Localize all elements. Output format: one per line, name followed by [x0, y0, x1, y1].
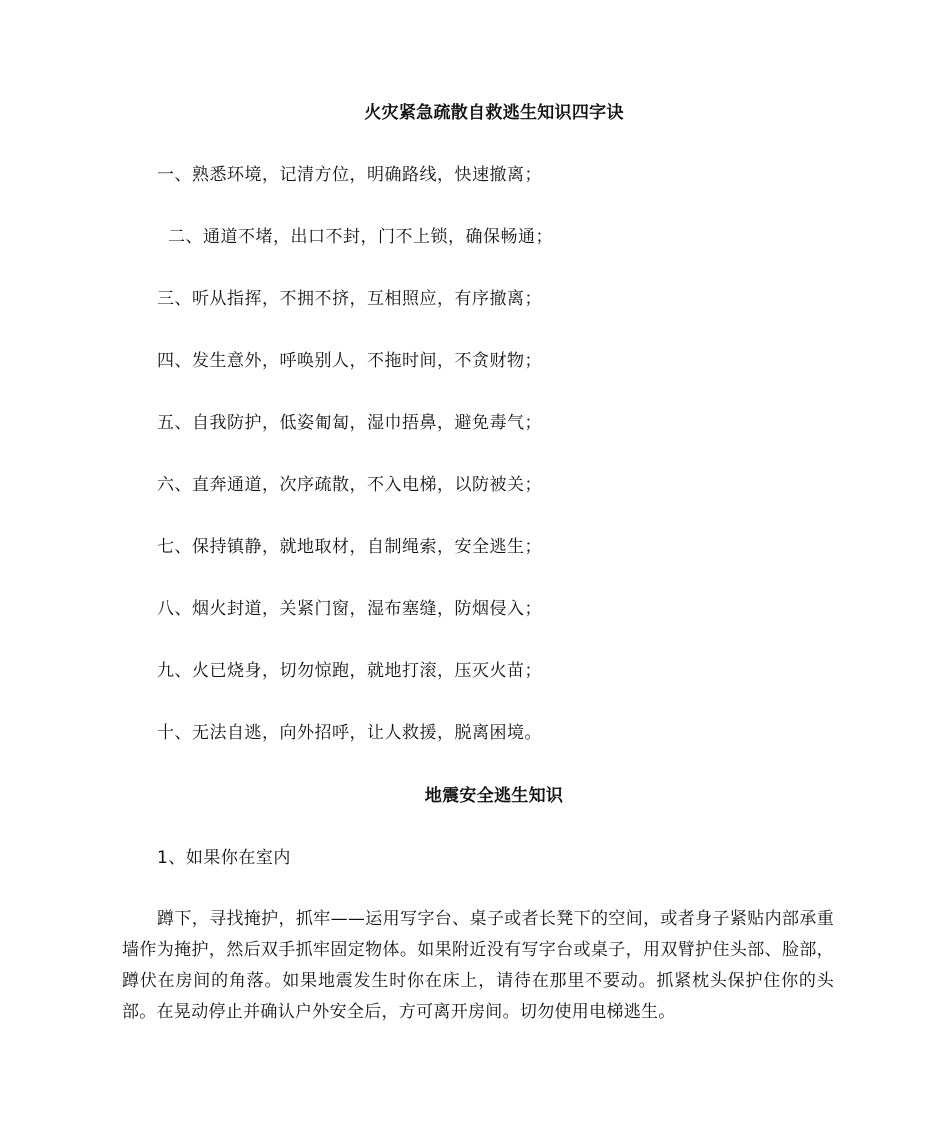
fire-rule-3: 三、听从指挥，不拥不挤，互相照应，有序撤离； — [157, 289, 542, 309]
fire-rule-5: 五、自我防护，低姿匍匐，湿巾捂鼻，避免毒气； — [157, 413, 542, 433]
fire-rule-7: 七、保持镇静，就地取材，自制绳索，安全逃生； — [157, 537, 542, 557]
fire-rule-9: 九、火已烧身，切勿惊跑，就地打滚，压灭火苗； — [157, 661, 542, 681]
fire-rule-4: 四、发生意外，呼唤别人，不拖时间，不贪财物； — [157, 351, 542, 371]
earthquake-title: 地震安全逃生知识 — [424, 786, 564, 806]
earthquake-indoor-paragraph: 蹲下，寻找掩护，抓牢——运用写字台、桌子或者长凳下的空间，或者身子紧贴内部承重墙作为掩护，然后双手抓牢固定物体。如果附近没有写字台或桌子，用双臂护住头部、脸部，蹲伏在房间的角落。如果地震发生时你在床上，请待在那里不要动。抓紧枕头保护住你的头部。在晃动停止并确认户外安全后，方可离开房间。切勿使用电梯逃生。 — [122, 909, 834, 1022]
fire-rule-10: 十、无法自逃，向外招呼，让人救援，脱离困境。 — [157, 723, 542, 743]
fire-rule-6: 六、直奔通道，次序疏散，不入电梯，以防被关； — [157, 475, 542, 495]
fire-rule-1: 一、熟悉环境，记清方位，明确路线，快速撤离； — [157, 165, 542, 185]
earthquake-subheading: 1、如果你在室内 — [157, 848, 291, 868]
fire-rule-8: 八、烟火封道，关紧门窗，湿布塞缝，防烟侵入； — [157, 599, 542, 619]
fire-rule-2: 二、通道不堵，出口不封，门不上锁，确保畅通； — [168, 227, 553, 247]
fire-escape-title: 火灾紧急疏散自救逃生知识四字诀 — [364, 103, 624, 123]
